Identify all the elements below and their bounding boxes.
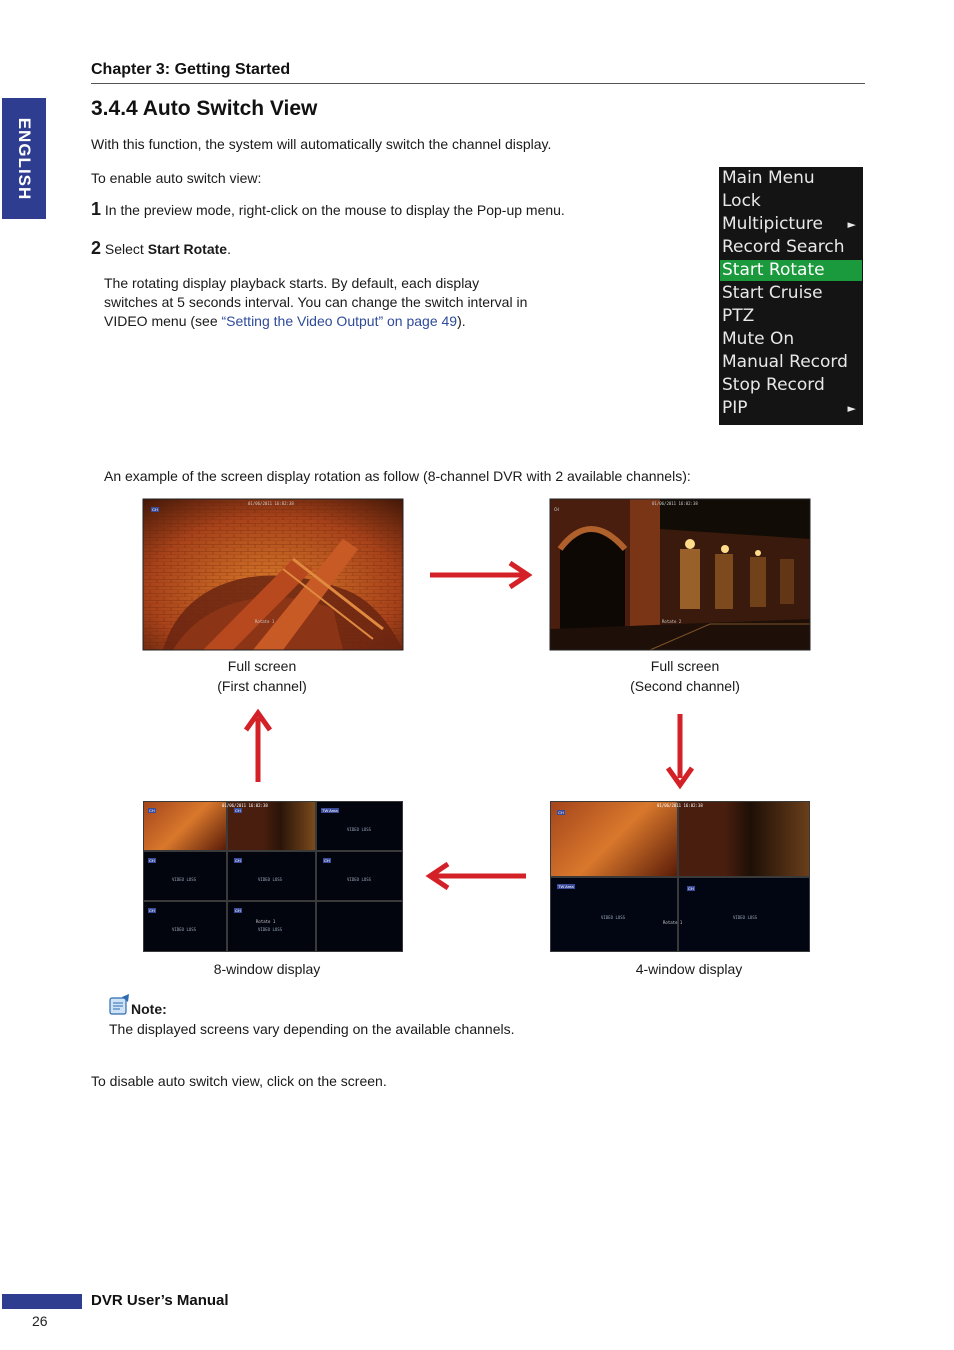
eight-cell-8 [227,901,316,952]
osd-rotate: Rotate 2 [662,619,682,624]
eight-cell-3 [316,801,403,851]
step-2-bold: Start Rotate [147,241,228,257]
para-line-1: The rotating display playback starts. By default, each display [104,275,480,291]
chapter-header: Chapter 3: Getting Started [91,61,291,78]
submenu-arrow-icon: ► [847,402,856,415]
menu-item-pip[interactable] [720,398,862,419]
video-loss-label: VIDEO LOSS [347,827,372,832]
channel-badge: CH [558,810,564,815]
note-text: The displayed screens vary depending on the available channels. [109,1021,515,1037]
menu-item-label: Mute On [722,329,795,349]
menu-item-lock[interactable] [720,191,862,212]
language-tab-label: ENGLISH [15,117,34,200]
video-loss-label: VIDEO LOSS [258,877,283,882]
four-cell-2 [657,801,810,877]
menu-item-manual-record[interactable] [720,352,862,373]
disable-text: To disable auto switch view, click on the screen. [91,1073,387,1089]
eight-cell-7 [143,901,227,952]
submenu-arrow-icon: ► [847,218,856,231]
video-loss-label: VIDEO LOSS [172,927,197,932]
menu-item-label: Stop Record [722,375,825,395]
menu-item-label: Start Rotate [722,260,825,280]
step-2-number: 2 [91,238,102,258]
eight-cell-1 [143,801,227,851]
menu-item-start-cruise[interactable] [720,283,862,304]
note-icon [108,996,130,1016]
step-1-text: In the preview mode, right-click on the mouse to display the Pop-up menu. [104,202,565,218]
caption-full-2b: (Second channel) [630,678,740,694]
arrow-left-icon [424,861,528,891]
channel-badge: CH [235,808,241,813]
osd-rotate: Rotate 1 [663,920,683,925]
channel-badge: CH [149,858,155,863]
channel-badge: CH [554,507,559,512]
channel-badge: TW Area [558,884,574,889]
step-2-post: . [227,241,231,257]
channel-badge: CH [235,858,241,863]
example-text: An example of the screen display rotation as follow (8-channel DVR with 2 available channels): [104,468,691,484]
caption-full-1a: Full screen [227,658,297,674]
channel-badge: CH [688,886,694,891]
arrow-up-icon [243,710,273,784]
menu-item-record-search[interactable] [720,237,862,258]
note-label: Note: [131,1001,167,1017]
para-line-3-pre: VIDEO menu (see [104,313,222,329]
menu-item-start-rotate[interactable] [720,260,862,281]
full-screen-ch2-image [550,499,810,650]
para-line-3-post: ). [457,313,466,329]
menu-item-label: PIP [722,398,748,418]
intro-text: With this function, the system will automatically switch the channel display. [91,136,552,152]
step-1-number: 1 [91,199,102,219]
menu-item-stop-record[interactable] [720,375,862,396]
language-tab [2,98,46,219]
menu-item-label: Multipicture [722,214,823,234]
osd-rotate: Rotate 1 [255,619,275,624]
menu-item-ptz[interactable] [720,306,862,327]
para-line-2: switches at 5 seconds interval. You can change the switch interval in [104,294,528,310]
step-2 [91,238,231,259]
osd-datetime: 01/06/2011 16:02:38 [248,501,294,506]
caption-four-window: 4-window display [635,961,743,977]
video-loss-label: VIDEO LOSS [258,927,283,932]
menu-item-label: PTZ [722,306,755,326]
four-window-image [550,801,810,952]
menu-item-label: Lock [722,191,761,211]
eight-cell-2 [222,801,316,851]
video-loss-label: VIDEO LOSS [347,877,372,882]
menu-item-label: Record Search [722,237,845,257]
caption-eight-window: 8-window display [213,961,321,977]
step-2-pre: Select [104,241,148,257]
eight-window-image [143,801,403,952]
channel-badge: CH [149,908,155,913]
four-cell-1 [550,801,678,877]
eight-cell-5 [227,851,316,901]
channel-badge: CH [235,908,241,913]
popup-menu [719,167,863,425]
channel-badge: CH [149,808,155,813]
video-loss-label: VIDEO LOSS [601,915,626,920]
section-title: 3.4.4 Auto Switch View [91,97,318,120]
caption-full-1b: (First channel) [217,678,307,694]
page-number: 26 [32,1313,48,1329]
channel-badge: TW Area [322,808,338,813]
menu-item-label: Main Menu [722,168,815,188]
eight-cell-9 [316,901,403,952]
menu-item-mute-on[interactable] [720,329,862,350]
menu-item-label: Start Cruise [722,283,823,303]
channel-badge: CH [324,858,330,863]
full-screen-ch1-image [143,499,403,650]
para-line-3 [104,313,466,329]
eight-cell-6 [316,851,403,901]
video-loss-label: VIDEO LOSS [733,915,758,920]
menu-item-main-menu[interactable] [720,168,862,189]
arrow-down-icon [665,714,695,788]
four-cell-4 [663,877,810,952]
menu-item-multipicture[interactable] [720,214,862,235]
footer-bar [2,1294,82,1309]
arrow-right-icon [430,560,534,590]
eight-cell-4 [143,851,227,901]
osd-rotate: Rotate 1 [256,919,276,924]
four-cell-3 [550,877,678,952]
menu-item-label: Manual Record [722,352,848,372]
video-output-link[interactable]: “Setting the Video Output” on page 49 [221,313,458,329]
footer-title: DVR User’s Manual [91,1292,229,1309]
step-1 [91,199,565,220]
channel-badge: CH [152,507,158,512]
caption-full-2a: Full screen [650,658,720,674]
video-loss-label: VIDEO LOSS [172,877,197,882]
osd-datetime: 01/06/2011 16:02:38 [657,803,703,808]
osd-datetime: 01/06/2011 16:02:38 [222,803,268,808]
enable-heading: To enable auto switch view: [91,170,262,186]
osd-datetime: 01/06/2011 16:02:38 [652,501,698,506]
header-divider [91,83,865,84]
